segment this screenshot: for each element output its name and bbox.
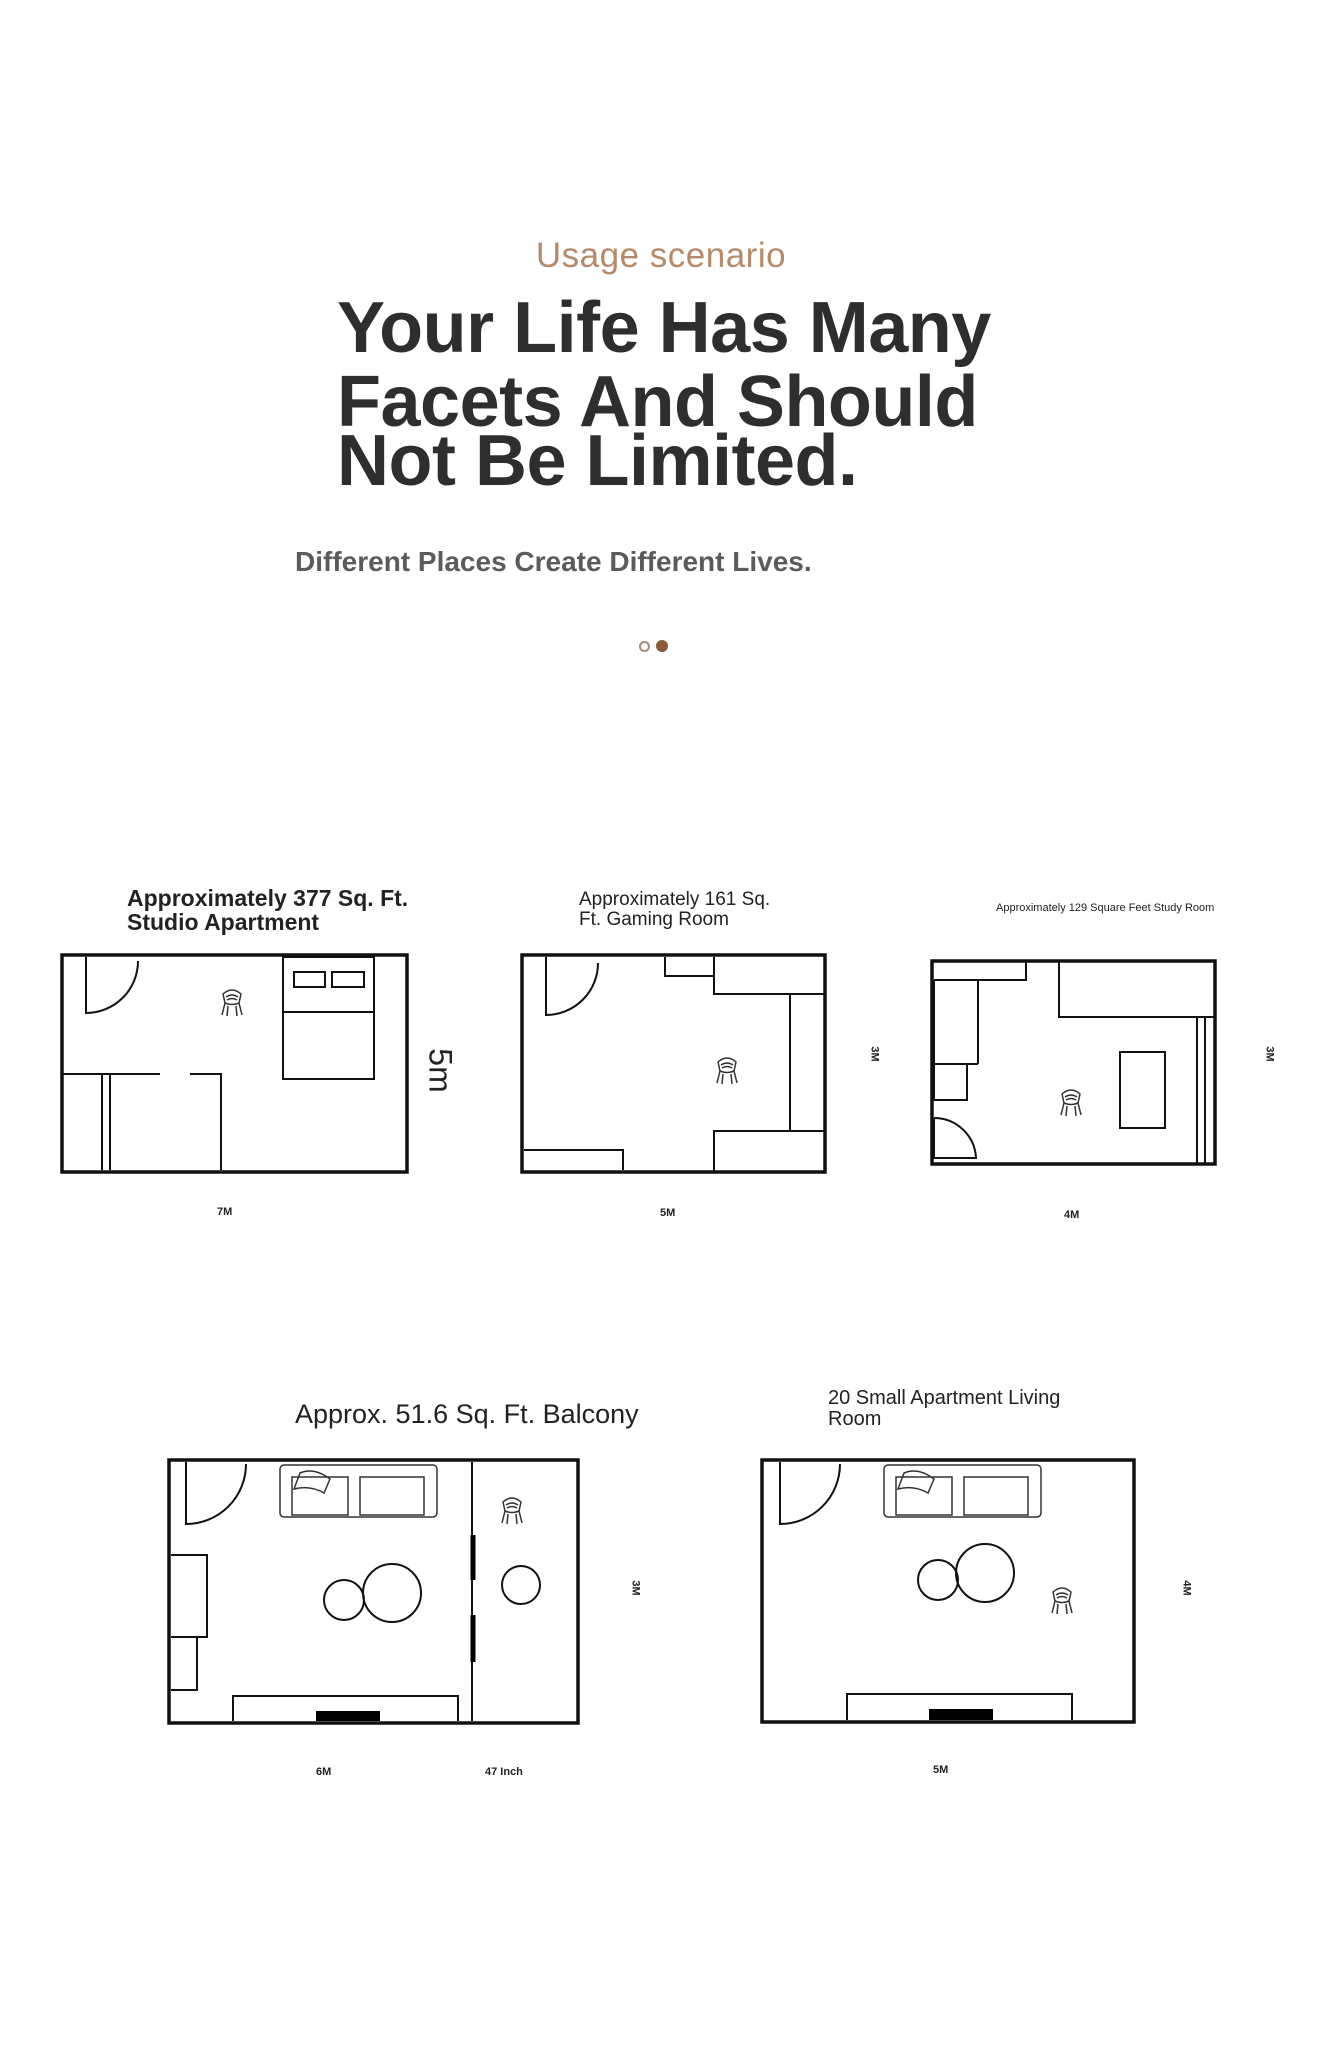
plan-title-line: 20 Small Apartment Living (828, 1387, 1061, 1409)
subheading: Different Places Create Different Lives. (295, 546, 812, 577)
plan-title-line: Approx. 51.6 Sq. Ft. Balcony (295, 1399, 639, 1429)
plan-balcony-width-label: 6M (316, 1766, 332, 1778)
plan-title-line: Approximately 129 Square Feet Study Room (996, 902, 1215, 914)
plan-gaming-height-label: 3M (868, 1046, 881, 1062)
plan-study-drawing (932, 961, 1215, 1164)
plan-studio-height-label: 5m (422, 1048, 459, 1093)
plan-title-line: Studio Apartment (127, 909, 320, 936)
section-kicker: Usage scenario (535, 236, 787, 275)
headline-line-3: Not Be Limited. (337, 421, 858, 501)
plan-studio-drawing (62, 955, 407, 1172)
plan-gaming-width-label: 5M (660, 1207, 676, 1219)
plan-living-room-drawing (762, 1460, 1134, 1722)
plan-balcony-extra-label: 47 Inch (485, 1766, 523, 1778)
headline-line-1: Your Life Has Many (337, 288, 991, 368)
plan-studio-width-label: 7M (217, 1206, 233, 1218)
plan-title-line: Approximately 377 Sq. Ft. (127, 885, 409, 911)
plan-balcony-drawing (169, 1460, 578, 1723)
plan-study-width-label: 4M (1064, 1209, 1080, 1221)
plan-gaming-drawing (522, 955, 825, 1172)
plan-title-line: Room (828, 1408, 882, 1430)
plan-balcony-height-label: 3M (629, 1580, 642, 1596)
plan-living-room-height-label: 4M (1180, 1580, 1193, 1596)
headline-line-2: Facets And Should (337, 362, 978, 442)
plan-living-room-width-label: 5M (933, 1764, 949, 1776)
plan-title-line: Ft. Gaming Room (579, 908, 729, 930)
plan-study-height-label: 3M (1263, 1046, 1276, 1062)
plan-title-line: Approximately 161 Sq. (579, 889, 771, 910)
